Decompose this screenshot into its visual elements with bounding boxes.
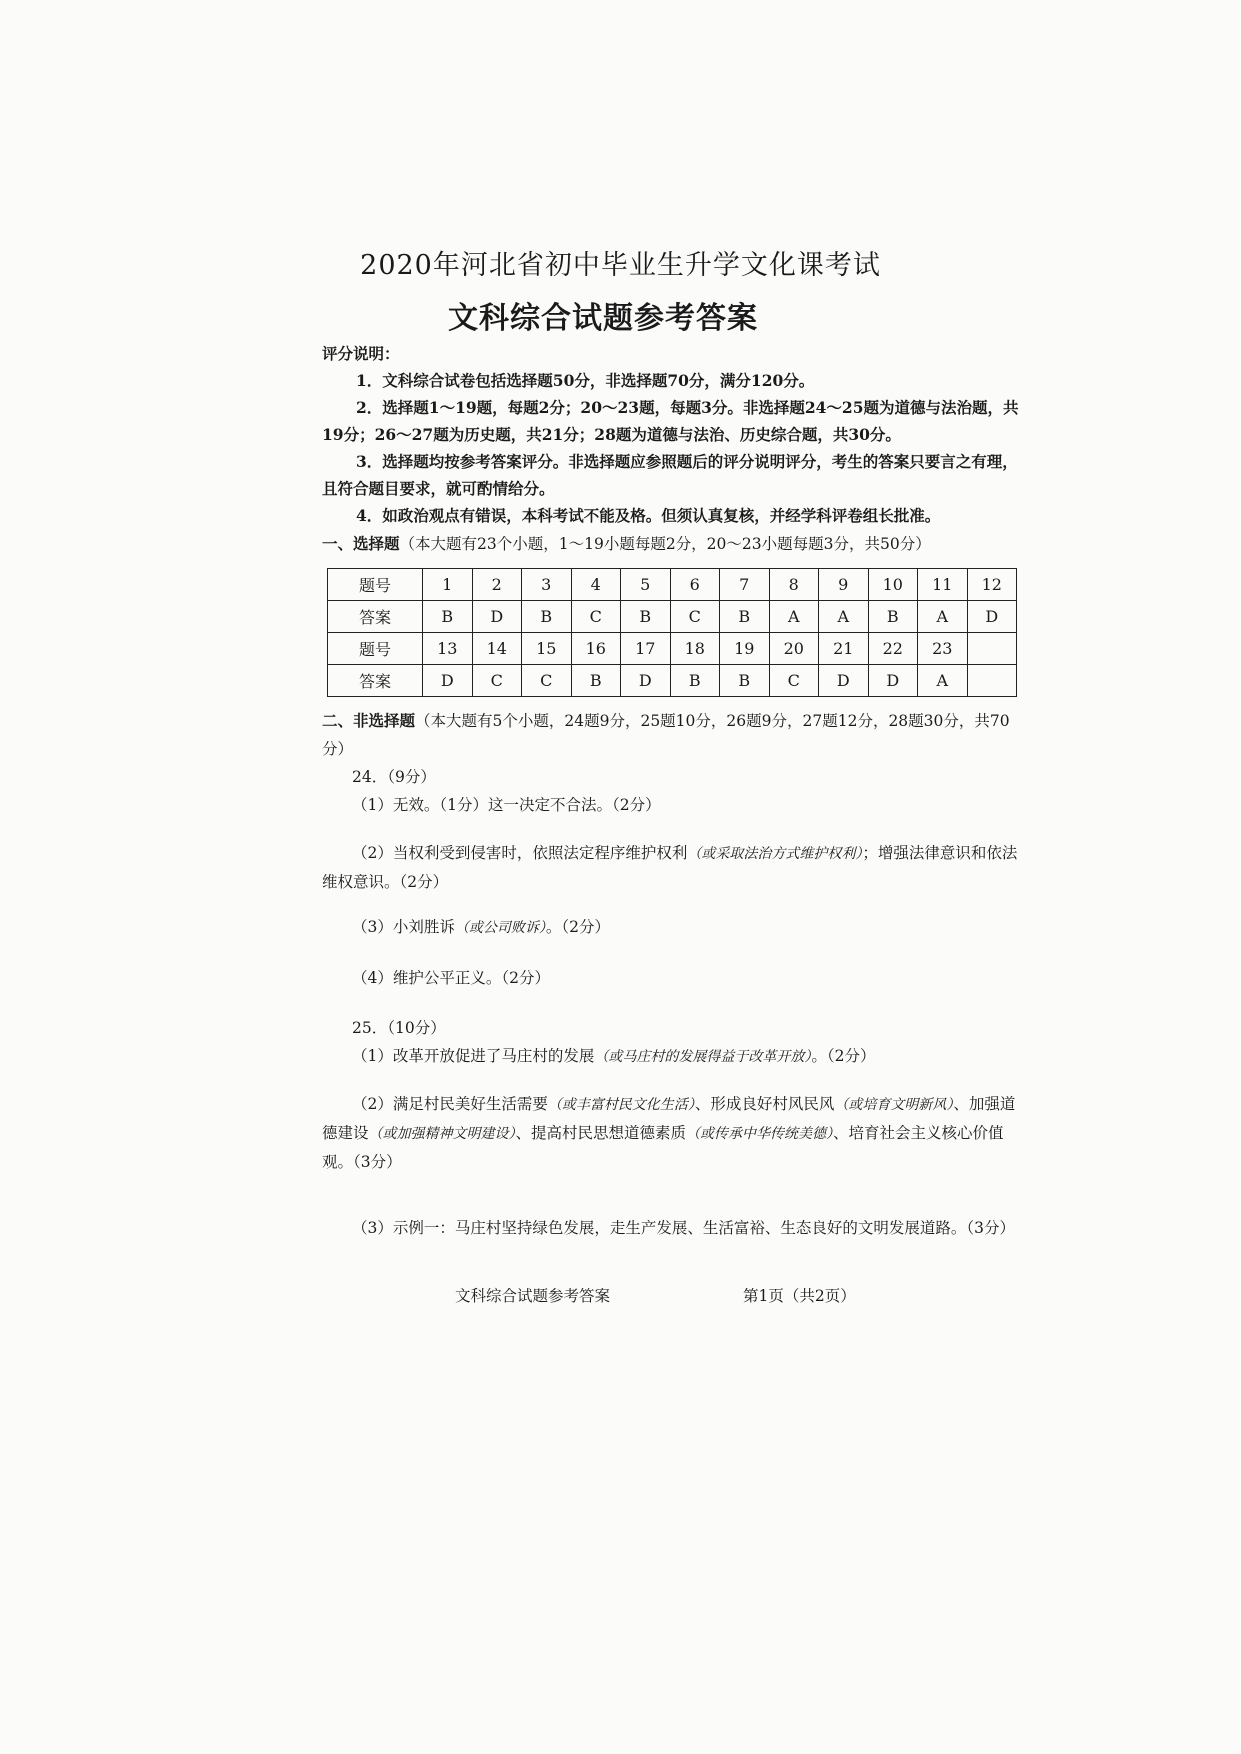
question-number: 20	[769, 633, 819, 665]
empty-cell	[967, 633, 1017, 665]
answer-cell: B	[571, 665, 621, 697]
question-number: 12	[967, 569, 1017, 601]
scoring-item: 1．文科综合试卷包括选择题50分，非选择题70分，满分120分。	[356, 371, 815, 390]
alt-answer-note: （或采取法治方式维护权利）	[687, 846, 863, 862]
answer-text: （1）改革开放促进了马庄村的发展	[352, 1047, 595, 1065]
answer-cell: C	[522, 665, 572, 697]
answer-cell: B	[720, 601, 770, 633]
question-number: 13	[423, 633, 473, 665]
question-number: 21	[819, 633, 869, 665]
row-label: 答案	[328, 601, 423, 633]
q25-block	[322, 1014, 1027, 1071]
section2-label: 二、非选择题	[322, 711, 416, 730]
question-number: 2	[472, 569, 522, 601]
question-number: 14	[472, 633, 522, 665]
answer-cell: D	[621, 665, 671, 697]
q25-answer-3: （3）示例一：马庄村坚持绿色发展，走生产发展、生活富裕、生态良好的文明发展道路。（3分）	[352, 1219, 1015, 1237]
question-number: 17	[621, 633, 671, 665]
answer-text: 、加强道德建设	[322, 1095, 1016, 1142]
question-number: 4	[571, 569, 621, 601]
alt-answer-note: （或丰富村民文化生活）	[547, 1097, 695, 1113]
q24-answer-1: （1）无效。（1分）这一决定不合法。（2分）	[352, 796, 661, 814]
scoring-item: 2．选择题1～19题，每题2分；20～23题，每题3分。非选择题24～25题为道德与法治题，共19分；26～27题为历史题，共21分；28题为道德与法治、历史综合题，共30分。	[322, 398, 1019, 444]
answer-cell: B	[423, 601, 473, 633]
q24-answer-2	[322, 839, 1027, 896]
scoring-notes	[322, 340, 1027, 529]
row-label: 答案	[328, 665, 423, 697]
q24-answer-3	[322, 913, 1027, 942]
answer-text: 、形成良好村风民风	[694, 1095, 835, 1113]
section2-heading	[322, 707, 1027, 763]
answer-cell: A	[918, 665, 968, 697]
answer-cell: A	[769, 601, 819, 633]
question-number: 9	[819, 569, 869, 601]
question-number: 1	[423, 569, 473, 601]
answer-cell: C	[769, 665, 819, 697]
question-number: 22	[868, 633, 918, 665]
answer-cell: D	[423, 665, 473, 697]
table-row	[328, 569, 1017, 601]
alt-answer-note: （或传承中华传统美德）	[686, 1126, 834, 1142]
q24-block	[322, 763, 1027, 819]
answer-text: （3）小刘胜诉	[352, 918, 455, 936]
exam-title: 2020年河北省初中毕业生升学文化课考试	[360, 250, 881, 281]
question-number: 11	[918, 569, 968, 601]
table-row	[328, 601, 1017, 633]
question-number: 5	[621, 569, 671, 601]
answer-cell: C	[670, 601, 720, 633]
answer-cell: B	[720, 665, 770, 697]
answer-text: （2）满足村民美好生活需要	[352, 1095, 548, 1113]
question-number: 3	[522, 569, 572, 601]
answer-table	[327, 568, 1017, 697]
section2-desc: （本大题有5个小题，24题9分，25题10分，26题9分，27题12分，28题30分，共70分）	[322, 712, 1010, 758]
question-number: 8	[769, 569, 819, 601]
answer-text: （2）当权利受到侵害时，依照法定程序维护权利	[352, 844, 688, 862]
answer-text: 、提高村民思想道德素质	[515, 1124, 687, 1142]
answer-text: ；增强法律意识和依法维权意识。（2分）	[322, 844, 1018, 891]
question-number: 23	[918, 633, 968, 665]
question-number: 15	[522, 633, 572, 665]
answer-text: 。（2分）	[545, 918, 610, 936]
answer-cell: D	[819, 665, 869, 697]
alt-answer-note: （或培育文明新风）	[834, 1097, 954, 1113]
q24-heading: 24．（9分）	[352, 768, 436, 786]
section1-desc: （本大题有23个小题，1～19小题每题2分，20～23小题每题3分，共50分）	[399, 535, 931, 553]
answer-cell: B	[522, 601, 572, 633]
scoring-item: 4．如政治观点有错误，本科考试不能及格。但须认真复核，并经学科评卷组长批准。	[356, 506, 941, 525]
q24-answer-4: （4）维护公平正义。（2分）	[352, 969, 550, 987]
alt-answer-note: （或马庄村的发展得益于改革开放）	[594, 1049, 812, 1065]
section1-heading	[322, 532, 1032, 554]
question-number: 16	[571, 633, 621, 665]
answer-cell: D	[472, 601, 522, 633]
answer-cell: D	[868, 665, 918, 697]
alt-answer-note: （或公司败诉）	[454, 920, 546, 936]
page-number: 第1页（共2页）	[743, 1287, 856, 1305]
answer-cell: B	[868, 601, 918, 633]
question-number: 19	[720, 633, 770, 665]
answer-cell: A	[918, 601, 968, 633]
row-label: 题号	[328, 569, 423, 601]
scoring-item: 3．选择题均按参考答案评分。非选择题应参照题后的评分说明评分，考生的答案只要言之有理，且符合题目要求，就可酌情给分。	[322, 452, 1018, 498]
q25-heading: 25．（10分）	[352, 1019, 446, 1037]
question-number: 7	[720, 569, 770, 601]
answer-cell: B	[670, 665, 720, 697]
row-label: 题号	[328, 633, 423, 665]
answer-text: 。（2分）	[811, 1047, 876, 1065]
answer-cell: D	[967, 601, 1017, 633]
answer-text: 、培育社会主义核心价值观。（3分）	[322, 1124, 1004, 1171]
page-title: 文科综合试题参考答案	[448, 301, 758, 336]
question-number: 6	[670, 569, 720, 601]
empty-cell	[967, 665, 1017, 697]
question-number: 10	[868, 569, 918, 601]
q25-answer-2	[322, 1090, 1027, 1176]
answer-cell: C	[472, 665, 522, 697]
answer-cell: B	[621, 601, 671, 633]
table-row	[328, 665, 1017, 697]
question-number: 18	[670, 633, 720, 665]
answer-cell: A	[819, 601, 869, 633]
scoring-heading: 评分说明：	[322, 344, 400, 363]
footer-title: 文科综合试题参考答案	[455, 1287, 611, 1305]
alt-answer-note: （或加强精神文明建设）	[368, 1126, 516, 1142]
section1-label: 一、选择题	[322, 534, 400, 553]
answer-cell: C	[571, 601, 621, 633]
table-row	[328, 633, 1017, 665]
